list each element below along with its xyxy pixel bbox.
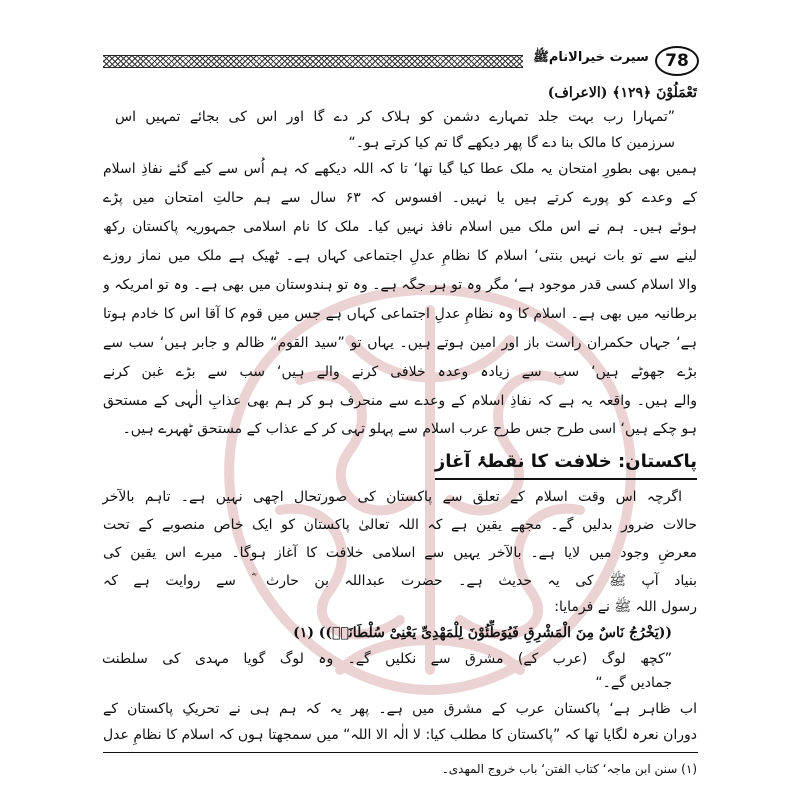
paragraph-line: والے ہیں۔ واقعہ یہ ہے کہ نفاذِ اسلام کے وعدے سے منحرف ہو کر ہم بھی عذابِ الٰہی کے مستحق [103, 393, 697, 409]
hadith-arabic: ((یَخْرُجُ نَاسٌ مِنَ الْمَشْرِقِ فَیُوَطِّئُوْنَ لِلْمَھْدِیِّ یَعْنِیْ سُلْطَانَہٗ)) (۱) [293, 625, 672, 641]
hadith-translation: جمادیں گے۔“ [595, 675, 672, 691]
paragraph-line: برطانیہ میں بھی ہے۔ اسلام کا وہ نظامِ عدلِ اجتماعی کہاں ہے جس میں قوم کا آقا اس کا خادم ہوتا [103, 306, 697, 322]
paragraph-line: حالات ضرور بدلیں گے۔ مجھے یقین ہے کہ اللہ تعالیٰ پاکستان کو ایک خاص منصوبے کے تحت [103, 517, 697, 533]
translation-line: سرزمین کا مالک بنا دے گا پھر دیکھے گا تم کیا کرتے ہو۔“ [348, 135, 675, 151]
hadith-translation: ”کچھ لوگ (عرب کے) مشرق سے نکلیں گے۔ وہ لوگ گویا مہدی کی سلطنت [102, 651, 672, 667]
paragraph-line: والا اسلام کسی قدر موجود ہے‘ مگر وہ تو ہر جگہ ہے۔ وہ تو ہندوستان میں بھی ہے۔ وہ تو امریکہ و [103, 277, 697, 293]
translation-line: ”تمہارا رب بہت جلد تمہارے دشمن کو ہلاک کر دے گا اور اس کی بجائے تمہیں اس [115, 109, 675, 125]
paragraph-line: رسول اللہ ﷺ نے فرمایا: [554, 599, 697, 615]
paragraph-line: بڑے جھوٹے ہیں‘ سب سے زیادہ وعدہ خلافی کرنے والے ہیں‘ سب سے بڑے غبن کرنے [103, 364, 697, 380]
paragraph-line: دوران نعرہ لگایا تھا کہ ”پاکستان کا مطلب کیا: لا الٰہ الا اللہ“ میں سمجھتا ہوں کہ اسلام کا نظامِ عدل [103, 727, 697, 743]
page-number: 78 [655, 46, 699, 76]
quran-verse-ending: تَعْمَلُوْنَ ﴿۱۲۹﴾ (الاعراف) [547, 85, 697, 101]
paragraph-line: ہمیں بھی بطورِ امتحان یہ ملک عطا کیا گیا تھا‘ تا کہ اللہ دیکھے کہ ہم اُس سے کیے گئے نفاذِ اسلام [103, 161, 697, 177]
paragraph-line: بنیاد آپ ﷺ کی یہ حدیث ہے۔ حضرت عبداللہ بن حارث ؓ سے روایت ہے کہ [103, 573, 697, 589]
paragraph-line: اب ظاہر ہے‘ پاکستان عرب کے مشرق میں ہے۔ پھر یہ کہ ہم ہی نے تحریکِ پاکستان کے [103, 701, 697, 717]
paragraph-line: کے وعدے کو پورے کرتے ہیں یا نہیں۔ افسوس کہ ۶۳ سال سے ہم حالتِ امتحان میں پڑے [103, 190, 697, 206]
footnote-rule [103, 752, 698, 753]
paragraph-line: ہوئے ہیں۔ ہم نے اس ملک میں اسلام نافذ نہیں کیا۔ ملک کا نام اسلامی جمہوریہ پاکستان رکھ [103, 219, 697, 235]
header-decorative-band [103, 55, 523, 68]
page-header [103, 46, 698, 76]
paragraph-line: معرضِ وجود میں لایا ہے۔ بالآخر یہیں سے اسلامی خلافت کا آغاز ہوگا۔ میرے اس یقین کی [103, 545, 697, 561]
paragraph-line: اگرچہ اس وقت اسلام کے تعلق سے پاکستان کی صورتحال اچھی نہیں ہے۔ تاہم بالآخر [102, 489, 682, 505]
section-heading: پاکستان: خلافت کا نقطۂ آغاز [435, 448, 697, 480]
paragraph-line: ہے‘ جہاں حکمران راست باز اور امین ہوتے ہیں۔ یہاں تو ”سید القوم“ ظالم و جابر ہیں‘ سب سے [103, 335, 697, 351]
paragraph-line: لینے سے تو بات نہیں بنتی‘ اسلام کا نظامِ عدلِ اجتماعی کہاں ہے۔ ٹھیک ہے ملک میں نماز روزے [103, 248, 697, 264]
footnote: (۱) سنن ابن ماجہ‘ کتاب الفتن‘ باب خروج المھدی۔ [441, 762, 697, 776]
running-title: سیرت خیرالانامﷺ [533, 50, 649, 65]
paragraph-line: ہو چکے ہیں‘ اسی طرح جس طرح عرب اسلام سے پہلو تہی کر کے عذاب کے مستحق ٹھہرے ہیں۔ [122, 421, 697, 437]
